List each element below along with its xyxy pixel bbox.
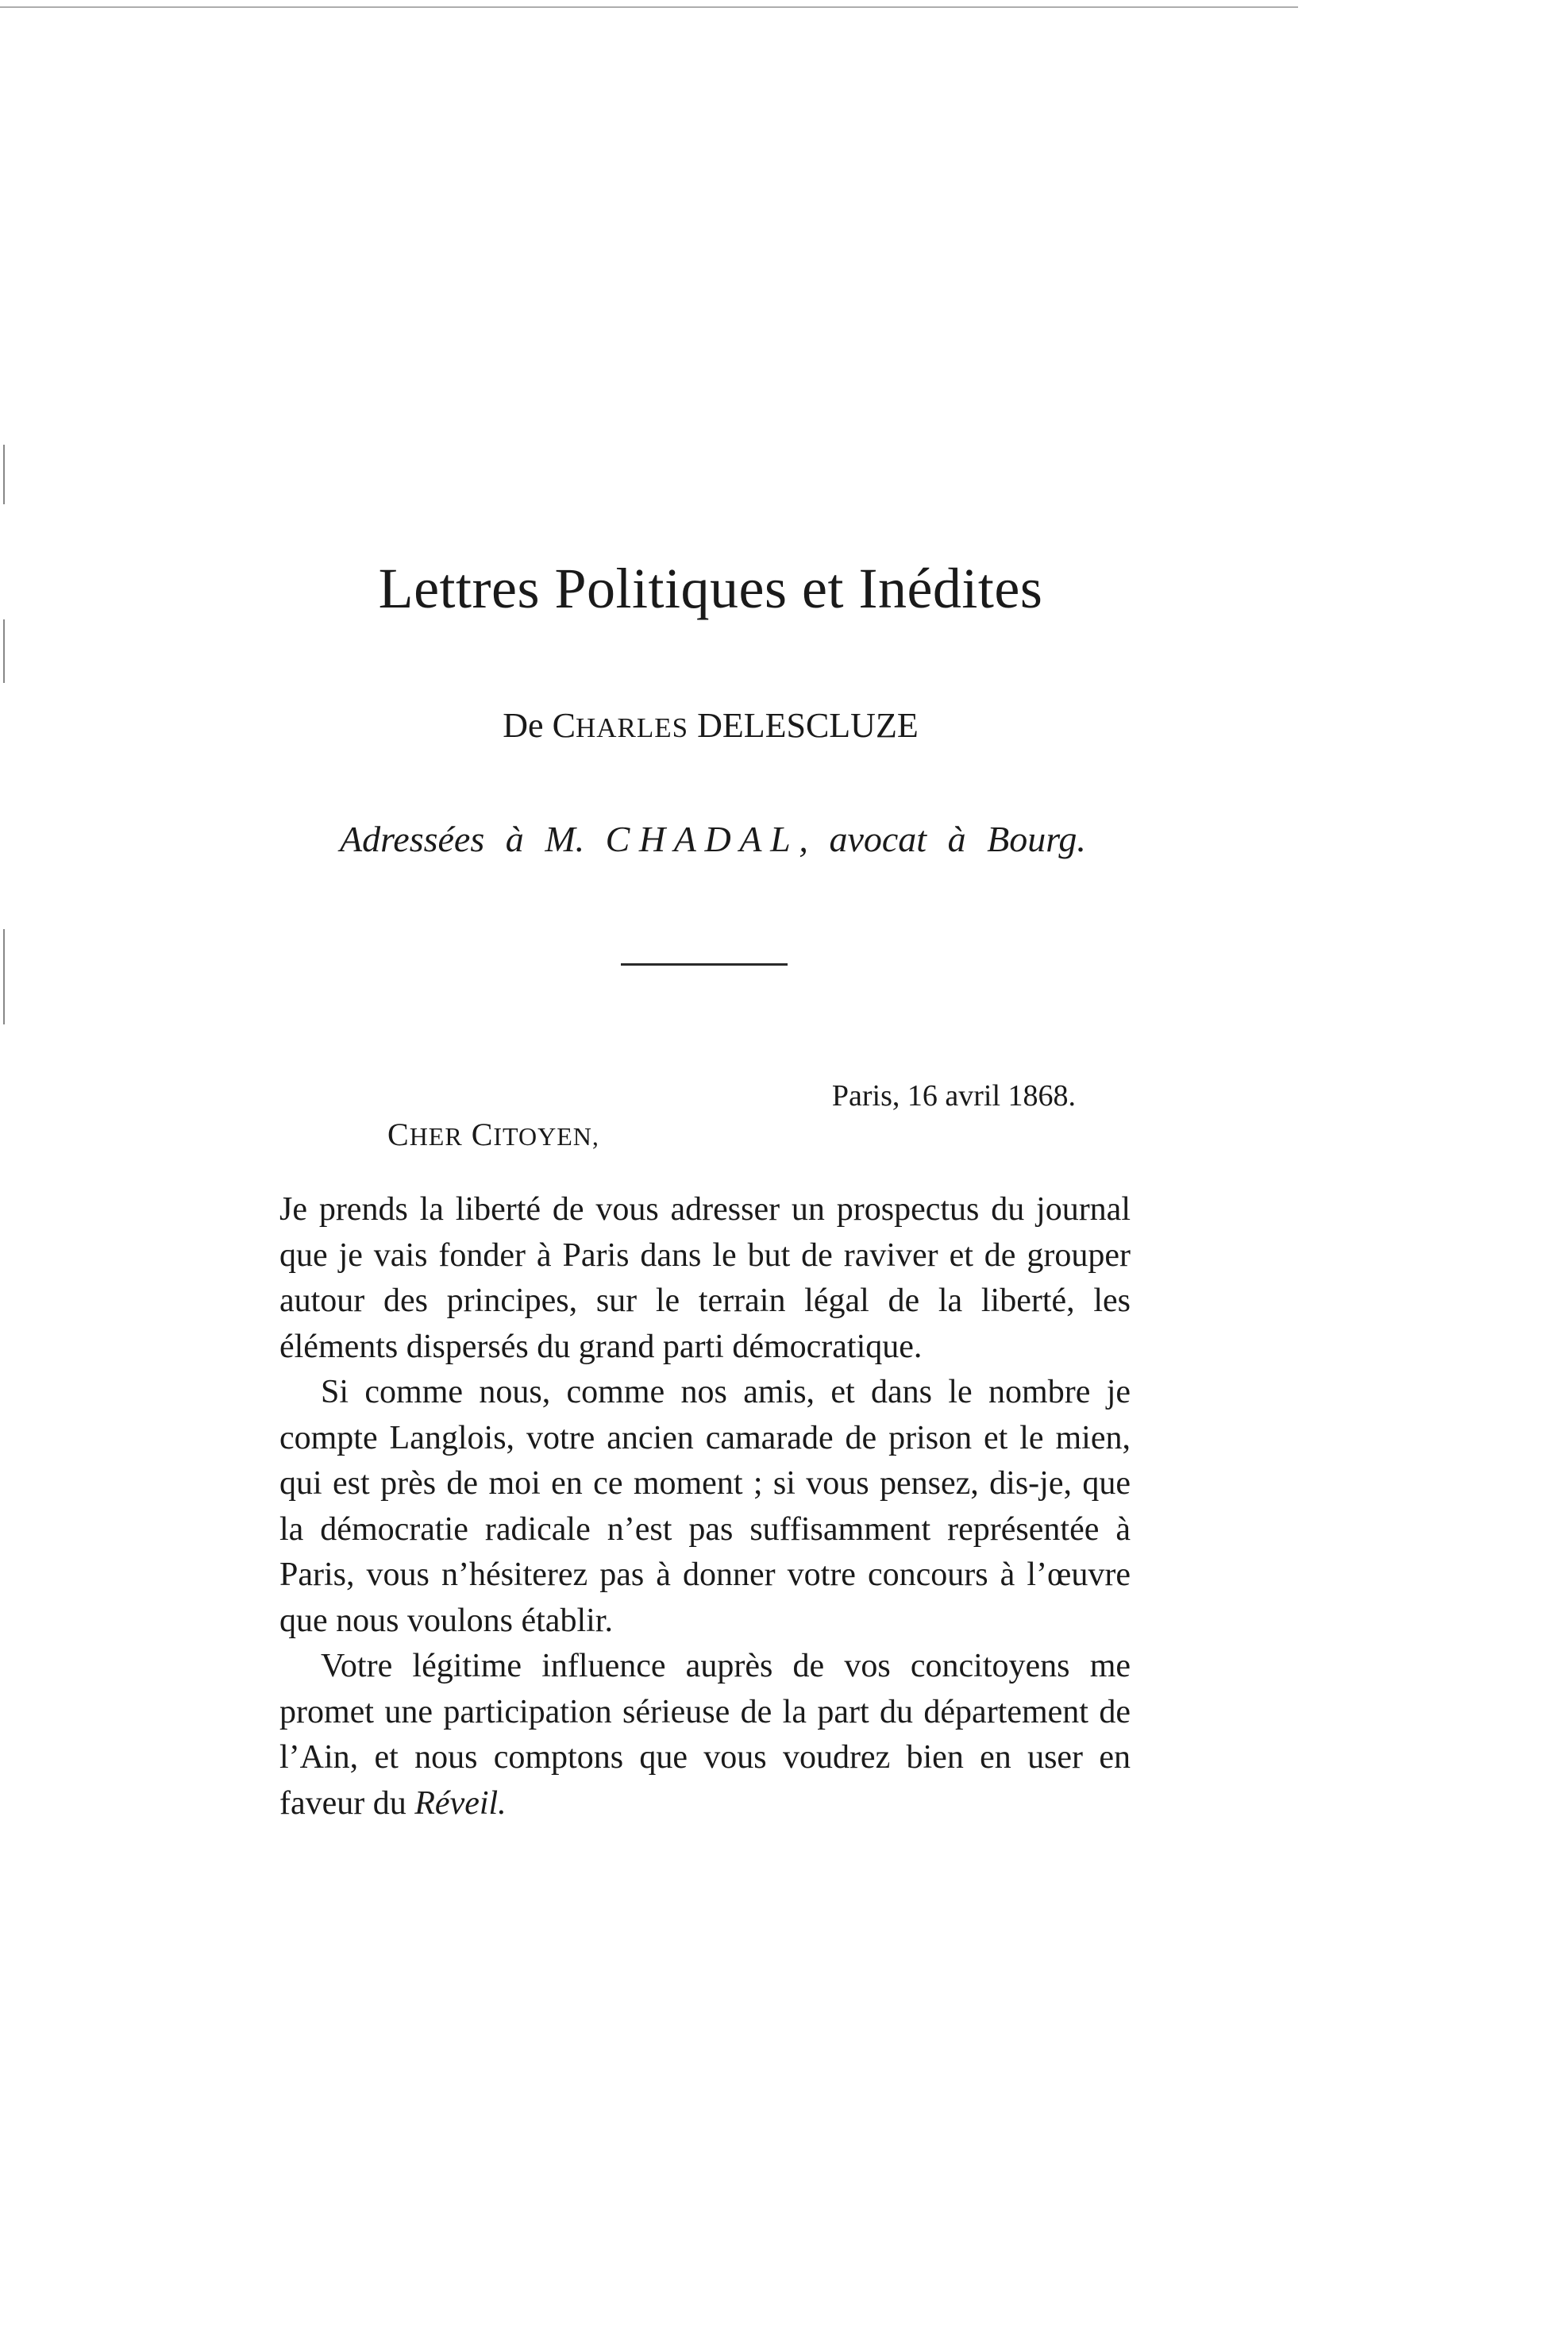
- address-word: avocat: [829, 819, 927, 859]
- author-firstname: [553, 706, 688, 745]
- page-title: Lettres Politiques et Inédites: [378, 557, 1043, 620]
- body-paragraph: Si comme nous, comme nos amis, et dans le nombre je compte Langlois, votre ancien camarade de prison et le mien, qui est près de moi en ce moment ; si vous pensez, dis-je, que la démocratie radicale n’est pas suffisamment représentée à Paris, vous n’hésiterez pas à donner votre concours à l’œuvre que nous voulons établir.: [279, 1374, 1131, 1639]
- address-line: [340, 818, 1086, 860]
- newspaper-title: Réveil.: [414, 1784, 507, 1822]
- body-paragraph-text: Votre légitime influence auprès de vos concitoyens me promet une participation sérieuse de la part du département de l’Ain, et nous comptons que vous voudrez bien en user en faveur du: [279, 1648, 1131, 1822]
- address-word: M.: [545, 819, 585, 859]
- scan-mark-left-2: [3, 619, 5, 683]
- letter-salutation: [387, 1116, 599, 1153]
- author-line: [0, 705, 1421, 746]
- scan-mark-left-1: [3, 445, 5, 504]
- author-firstname-initial: C: [552, 706, 576, 745]
- salutation-initial: C: [471, 1117, 494, 1152]
- section-separator: [621, 963, 788, 966]
- author-prefix: De: [503, 706, 544, 745]
- body-paragraph: [279, 1644, 1131, 1826]
- address-word: à: [505, 819, 524, 859]
- address-word: Adressées: [340, 819, 485, 859]
- scan-edge-top: [0, 6, 1298, 8]
- address-word: à: [947, 819, 966, 859]
- salutation-rest: HER: [409, 1122, 463, 1151]
- author-lastname: DELESCLUZE: [697, 706, 919, 745]
- body-paragraph: Je prends la liberté de vous adresser un prospectus du journal que je vais fonder à Paris dans le but de raviver et de grouper autour des principes, sur le terrain légal de la liberté, les éléments dispersés du grand parti démocratique.: [279, 1191, 1131, 1365]
- author-firstname-rest: HARLES: [575, 712, 689, 743]
- address-word: Bourg.: [987, 819, 1086, 859]
- salutation-initial: C: [387, 1117, 410, 1152]
- scan-mark-left-3: [3, 929, 5, 1024]
- salutation-rest: ITOYEN,: [493, 1122, 599, 1151]
- address-word: C H A D A L ,: [605, 819, 808, 859]
- letter-dateline: Paris, 16 avril 1868.: [831, 1079, 1076, 1113]
- letter-body: [279, 1187, 1131, 1826]
